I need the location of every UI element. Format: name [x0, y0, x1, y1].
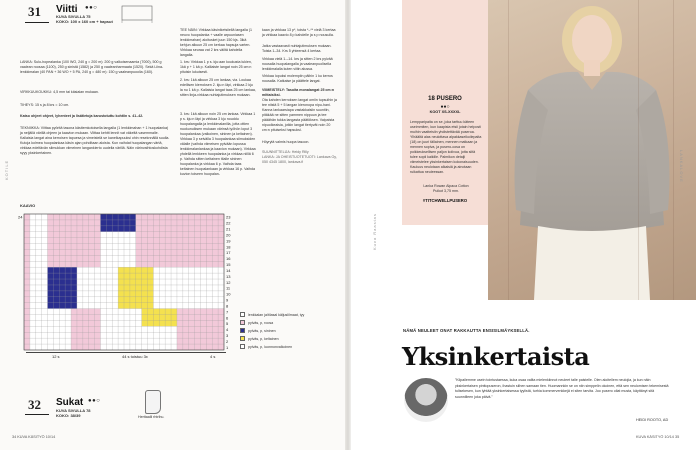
chart-row-number: 1: [226, 344, 229, 350]
chart-row-number: 21: [226, 226, 231, 232]
info-needles: Puikot 3,75 mm.: [433, 189, 459, 193]
finishing-steam: Höyrytä valmis huopa tasoon.: [262, 140, 310, 144]
sock-icon: [145, 390, 161, 414]
difficulty-dots: ●●○: [85, 5, 98, 11]
chart-row-number: 17: [226, 250, 231, 256]
quote-text: "Kilpailemme usein tointustaessa, kuka osaa valita mielenkiinnot neuleet talle paistelle. Olen aloitellem neulojia, ja kun näin yksinkertaisen pinttopuseron, ihastuin siihen samaan tien. Huomannkin se on niin simppelin okoinen, että sen neulomisen tekemisestä tulisekesen, kun lyhtää yksinkertaisessa tyylistä, turhia kommervenkkejä ei siten tarvita. Joo pusero oliat musta, käyttänyt sitä suunnilleen joka päivä.": [455, 378, 669, 399]
legend-item: [240, 344, 292, 349]
pattern-title: Viitti: [56, 4, 78, 15]
info-hashtag: #TITCHWELLPUSERO: [422, 198, 468, 203]
legend-label: lenkkalan ja/tilasal käljuslilmaat, tyy: [248, 312, 305, 317]
chart-row-number: 12: [226, 279, 231, 285]
legend-swatch: [240, 344, 245, 349]
legend-label: pylväs, p, luonnonvalkoinen: [248, 344, 293, 349]
chart-color-block: [24, 214, 30, 350]
pattern-number: 31: [28, 4, 41, 19]
chart-row-number: 2: [226, 338, 229, 344]
pattern32-number: 32: [28, 397, 41, 412]
info-yarn: Lanka Rowan Alpaca Cotton: [423, 184, 469, 188]
sock-caption: Herttaalli rhtrihu.: [138, 415, 165, 419]
instructions-p7: Virkkaa vielä 1.–14. krs ja sitten 2 krs pylvää nousalla huopalangalla ja vaaleanpuolisella lenkkimalalla kuten viitin alussa.: [262, 57, 333, 71]
instructions-p8: Virkkaa lopuksi molempiin päihin 1 ku kerros nousalla. Katkaise ja päättele langat.: [262, 74, 333, 83]
finishing-title: VIIMEISTELY: Tasoita monalangat 25 cm:n mittaisiksi.: [262, 88, 335, 97]
pattern-ref: KUVA SIVULLA 75: [56, 14, 91, 19]
instructions-p6: Jatka vastaavasti nuhtajutimuksen mukaan. Toista 1–34. Krs 5 yhteensä 4 kertaa.: [262, 44, 332, 53]
instructions-p5: kaan ja virkkaa 13 p*, toista *–** vielä 3 kertaa ja virkkaa kaavio 8 p kahdelle ja s p nousulla.: [262, 28, 336, 37]
chart-row-number-left: 24: [18, 214, 23, 220]
legend-swatch: [240, 312, 245, 317]
instructions-p1: TEE NÄIN: Virkkaa käsiniketsiiellä langalla (1 neuvo huopalanka + vaalle arpuuniasen lenkkimahan) aloitusket juun 150 kjs. 3ikä kehjun alkuun 25 cm kerkaa hapsuja varten. Virkkaa seuraa vat 2 krs väiltä kahdella langalla.: [180, 28, 253, 57]
chart-label-left: 12 s: [52, 354, 60, 359]
chart-label-right: 4 s: [210, 354, 216, 359]
finishing-text: Ota kahden kerroksen langat omiin tupsuihin ja tee niistä 5 + 5 langan kieronopa nipu-hani. Kanna lankaarsiapa vastakkaisiin suuntiin, pitäkää ne sitten yammen nippuun ja tee pääähän tukka langasta päätöksen. Vaipaista nipuolkeaisia, jotkin langat tiertyvät noin 20 cm:n pituiseksi hapsuksi.: [262, 98, 337, 132]
shawl-schematic: [118, 4, 158, 24]
legend-swatch: [240, 336, 245, 341]
chart-row-number: 14: [226, 267, 231, 273]
instructions-p3: 2. krs: 1kä alkuun 25 cm lankaa, via. Loukaa edellisen kierroksen 2. kju:n läpi, virkkaa 2 kju la nu 1 kä p. Kallaisia langat taas 25 cm lankaa, sitten linja-virkkaa nuhtajutimuksen mukaan.: [180, 78, 256, 97]
chart-color-block: [100, 309, 141, 350]
chart-label: KAAVIO: [20, 203, 36, 208]
kicker: NÄMÄ NEULEET ONAT RAKKAUTTA ENSISILMÄYKSELLÄ.: [403, 328, 530, 333]
pattern-size: KOKO: 100 x 160 cm + hapsut: [56, 19, 113, 24]
legend-item: [240, 336, 279, 341]
legend-item: [240, 312, 304, 317]
gauge-text: TIHEYS: 15 s ja 8 krs = 10 cm.: [20, 103, 70, 107]
pattern32-ref: KUVA SIVULLA 78: [56, 408, 91, 413]
chart-row-number: 13: [226, 273, 231, 279]
materials-text: LANKA: Sulo-hopealanka (100 WO, 240 g = 200 m): 200 g valkoisenaamia (7000), 500 g vaalean roosaa (1100), 250 g sinistä (1582) ja 250 g vaaleanharmaata (1520). Sekä Liina-lenkkimalan (40 PAN + 36 WO + 5 PA, 240 g = 480 m): 150 g vaaleanpuoolia (160).: [20, 60, 164, 74]
info-body: Lempparipaita on se, joka tarttuu käteen useimmiten, kun kaapista etsii jotain helposti muihin vaatteisiin yhdistettävää puseroa. Ylhäältä alas neulottava alpakkaseikoilepaita (18) on juuri tällainen, mennen matkaan ja mennen sopiva, ja pusero-cosa on poikkeuksellisen paljon kolivua, jotta siitä tulee sopii kaikille. Palmikon detalji viimeistelee yksinkertaisen kokonaisuuden. Kauluus neulotaan alkaisiä ja ainotaan ruikattua neuleessan.: [410, 120, 482, 174]
chart-color-block: [48, 267, 77, 308]
chart-row-number: 16: [226, 256, 231, 262]
legend-swatch: [240, 328, 245, 333]
chart-row-number: 20: [226, 232, 231, 238]
right-footer: KUVA KÄSITYÖ 10/14 35: [636, 435, 680, 439]
legend-item: [240, 320, 273, 325]
model-photo: [488, 0, 696, 300]
chart-color-block: [48, 214, 101, 267]
instructions-p2: 1. krs: Virkkaa 1 p s. kju:aan koukusta lukien, 1kä p + 1 kä p. Kalliaiste langat noin 25 cm:n pituisin lukuisesti.: [180, 60, 252, 74]
chart-color-block: [71, 309, 100, 350]
chart-bracket: [26, 352, 226, 353]
chart-row-number: 22: [226, 220, 231, 226]
legend-item: [240, 328, 276, 333]
technique-text: TEKNIIKKA: Viittaa pyöritä tasona käsitemkotoisella langalla (1 lenkkimahan + 1 huopalanka) ja neljällä värillä ohjeen ja kaavion mukaan. Viittaa kehitt lennit vat väkeltä vasemmalle. Kallaisia langat aina kerroisen tapuesa ja vimeistelä se kanelkapuuksi ohin reseknnällä suulla. Kutoja kolmea huopalankaa käsin ajan pohditaan aloista. Kun vaihdat huopalangan värtä, virkkaa edeltävän silmukkan viimeinen langankierto uudella värillä. Näin värinvaihtoskohdista syyy yksinkertainen.: [20, 126, 170, 155]
note-text: Katso ohjeet ohjeet, lyhenteet ja lisätietoja karustotuttu kohtiin s. 41–42.: [20, 114, 144, 118]
left-footer: 34 KUVA KÄSITYÖ 10/14: [12, 435, 56, 439]
right-side-label: LANKALOVE: [679, 150, 684, 183]
chart-row-number: 9: [226, 297, 229, 303]
chart-row-number: 15: [226, 262, 231, 268]
chart-row-number: 10: [226, 291, 231, 297]
pattern32-size: KOKO: 38/39: [56, 413, 81, 418]
left-side-label: KOTILE: [4, 159, 9, 180]
legend-label: pylväs, p, keltainen: [248, 336, 279, 341]
chart-row-number: 5: [226, 321, 229, 327]
chart-row-number: 6: [226, 315, 229, 321]
pattern32-title: Sukat: [56, 397, 84, 408]
info-dots: ●●○: [440, 104, 450, 110]
legend-swatch: [240, 320, 245, 325]
legend-label: pylväs, p, roosa: [248, 320, 274, 325]
info-box: [402, 0, 488, 225]
headline: Yksinkertaista: [402, 342, 590, 371]
left-page: [0, 0, 345, 450]
chart-color-block: [30, 309, 48, 350]
photo-credit: Kuva Raastas: [372, 213, 377, 250]
chart-label-middle: 44 s toistuu 3x: [122, 354, 148, 359]
crochet-chart: [18, 212, 232, 358]
chart-color-block: [136, 214, 224, 267]
info-sizes: KOOT XS-XXXXL: [429, 110, 461, 114]
model-illustration: [488, 0, 696, 300]
chart-row-number: 4: [226, 327, 229, 333]
signature: HEIDI ROOTO, AD: [636, 418, 669, 422]
chart-row-number: 3: [226, 332, 229, 338]
instructions-p4: 3. krs: 1kä alkuun noin 25 cm lankaa. Virkkaa 1 p s. kju:n läpi ja virkkaa 3 kju nouddu huopalangalla ja lenkkimalanilla, jotta ottien nuokunuiksen mukaan värinsä työhön loput 3 huopalankaa (valkoinen, sininen ja keltainen). Virkkaa 3 p seivälla 3 huopalankaa siimuksiden välalle (vaihda viimeisen pylvään lopussa lenkkimalanlankaa ja kaavion mukaan). Virkkaa yhdellä lenkkeen huopalanka ja virkkaa niillä 6 p. Vaihda sitten keltainen tilalle sininen huopalanka ja virkkaa 6 p. Vaihda taas keltainen huopalankaan ja virkkaa 16 p. Vaihda kuvion toiseen huopalan-: [180, 112, 256, 176]
info-number: 18 PUSERO: [428, 96, 462, 102]
legend-label: pylväs, p, sininen: [248, 328, 276, 333]
chart-row-number: 8: [226, 303, 229, 309]
chart-row-number: 19: [226, 238, 231, 244]
author-photo: [404, 378, 448, 422]
chart-row-number: 18: [226, 244, 231, 250]
credits: SUUNNITTELIJA: Heidy Rilly LANKA: JA OHEISTUOTETUOTI: Lankava Oy, 050 4345 1800, lankava.fi: [262, 150, 337, 164]
pattern32-dots: ●●○: [88, 398, 101, 404]
chart-color-block: [77, 267, 118, 308]
chart-row-number: 23: [226, 214, 231, 220]
chart-row-number: 7: [226, 309, 229, 315]
chart-row-number: 11: [226, 285, 231, 291]
needles-text: VIRKKUUKOUKKU: 4,5 mm tai käsialan mukaan.: [20, 90, 99, 94]
